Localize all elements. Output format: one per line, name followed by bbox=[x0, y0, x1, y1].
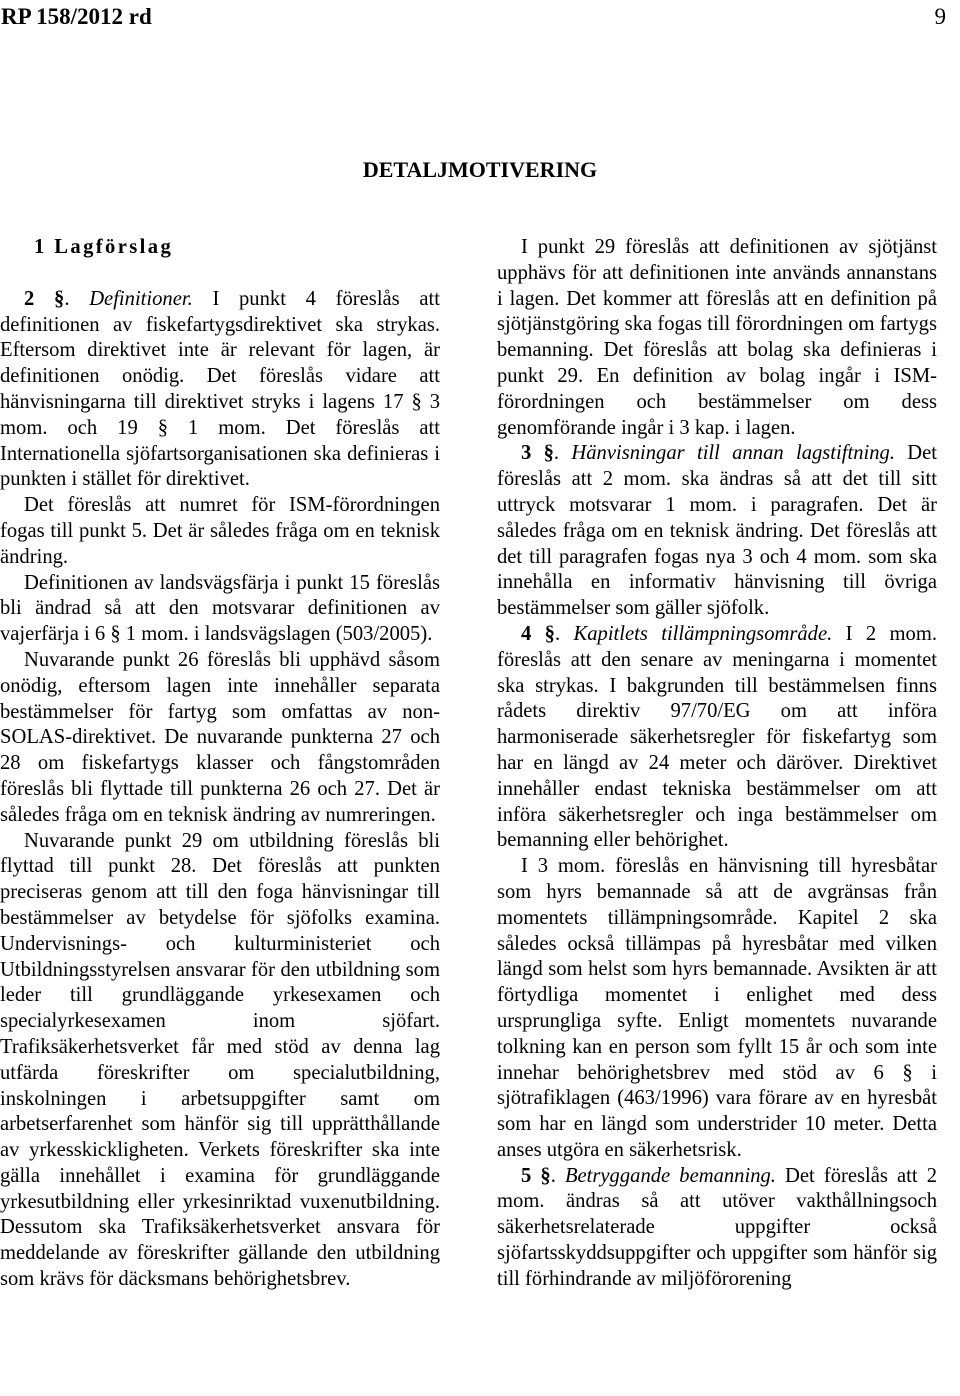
section-sign: § bbox=[543, 442, 554, 465]
section-title-definitioner: Definitioner. bbox=[89, 287, 193, 310]
paragraph-3-hanvisningar: 3 §. Hänvisningar till annan lagstiftning. Det föreslås att 2 mom. ska ändras så att det till sitt uttryck motsvarar 1 mom. i paragrafen. Det är således fråga om en teknisk ändring. Det föreslås att det till paragrafen fogas nya 3 och 4 mom. som ska innehålla en informativ hänvisning till övriga bestämmelser som gäller sjöfolk. bbox=[497, 442, 938, 620]
paragraph-text: Det föreslås att 2 mom. ändras så att utöver vakthållningsoch säkerhetsrelaterade uppgifter också sjöfartsskyddsuppgifter och uppgifter som hänför sig till förhindrande av miljöförorening bbox=[497, 1164, 937, 1290]
paragraph-punkt-15: Definitionen av landsvägsfärja i punkt 15 föreslås bli ändrad så att den motsvarar definitionen av vajerfärja i 6 § 1 mom. i landsvägslagen (503/2005). bbox=[0, 571, 440, 646]
section-sign: § bbox=[540, 1164, 551, 1187]
section-title-hanvisningar: Hänvisningar till annan lagstiftning. bbox=[571, 442, 895, 465]
paragraph-2-definitioner: 2 §. Definitioner. I punkt 4 föreslås att definitionen av fiskefartygsdirektivet ska strykas. Eftersom direktivet inte är relevant för lagen, är definitionen onödig. Det föreslås vidare att hänvisningarna till direktivet stryks i lagens 17 § 3 mom. och 19 § 1 mom. Det föreslås att Internationella sjöfartsorganisationen ska definieras i punkten i stället för direktivet. bbox=[0, 287, 440, 491]
paragraph-5-bemanning: 5 §. Betryggande bemanning. Det föreslås att 2 mom. ändras så att utöver vakthållningsoch säkerhetsrelaterade uppgifter också sjöfartsskyddsuppgifter och uppgifter som hänför sig till förhindrande av miljöförorening bbox=[497, 1164, 937, 1290]
paragraph-ism: Det föreslås att numret för ISM-förordningen fogas till punkt 5. Det är således fråga om en teknisk ändring. bbox=[0, 494, 440, 568]
left-column bbox=[0, 235, 440, 1293]
page-header bbox=[0, 4, 960, 34]
paragraph-text: I 2 mom. föreslås att den senare av meningarna i momentet ska strykas. I bakgrunden till bestämmelsen finns rådets direktiv 97/70/EG om att införa harmoniserade säkerhetsregler för fiskefartyg som har en längd av 24 meter och däröver. Direktivet innehåller endast tekniska bestämmelser om att införa säkerhetsregler och inga bestämmelser om bemanning eller behörighet. bbox=[497, 622, 938, 852]
document-reference: RP 158/2012 rd bbox=[1, 4, 152, 29]
paragraph-text: I punkt 4 föreslås att definitionen av fiskefartygsdirektivet ska strykas. Eftersom direktivet inte är relevant för lagen, är definitionen onödig. Det föreslås vidare att hänvisningarna till direktivet stryks i lagens 17 § 3 mom. och 19 § 1 mom. Det föreslås att Internationella sjöfartsorganisationen ska definieras i punkten i stället för direktivet. bbox=[0, 287, 440, 491]
paragraph-punkt-29-continued: I punkt 29 föreslås att definitionen av sjötjänst upphävs för att definitionen inte används annanstans i lagen. Det kommer att föreslås att en definition på sjötjänstgöring ska fogas till förordningen om fartygs bemanning. Det föreslås att bolag ska definieras i punkt 29. En definition av bolag ingår i ISM-förordningen och bestämmelser om dess genomförande ingår i 3 kap. i lagen. bbox=[497, 236, 937, 439]
subheading-lagforslag: 1 Lagförslag bbox=[34, 236, 174, 258]
section-number: 4 bbox=[521, 622, 532, 645]
paragraph-text: Det föreslås att 2 mom. ska ändras så att det till sitt uttryck motsvarar 1 mom. i paragrafen. Det är således fråga om en teknisk ändring. Det föreslås att det till paragrafen fogas nya 3 och 4 mom. som ska innehålla en informativ hänvisning till övriga bestämmelser som gäller sjöfolk. bbox=[497, 442, 938, 620]
paragraph-4-tillampningsomrade: 4 §. Kapitlets tillämpningsområde. I 2 mom. föreslås att den senare av meningarna i momentet ska strykas. I bakgrunden till bestämmelsen finns rådets direktiv 97/70/EG om att införa harmoniserade säkerhetsregler för fiskefartyg som har en längd av 24 meter och däröver. Direktivet innehåller endast tekniska bestämmelser om att införa säkerhetsregler och inga bestämmelser om bemanning eller behörighet. bbox=[497, 622, 938, 852]
paragraph-punkt-26: Nuvarande punkt 26 föreslås bli upphävd såsom onödig, eftersom lagen inte innehåller separata bestämmelser för fartyg som omfattas av non-SOLAS-direktivet. De nuvarande punkterna 27 och 28 om fiskefartygs klasser och fångstområden föreslås bli flyttade till punkterna 26 och 27. Det är således fråga om en teknisk ändring av numreringen. bbox=[0, 648, 440, 826]
section-number: 2 bbox=[24, 287, 35, 310]
page-number: 9 bbox=[934, 4, 946, 29]
section-number: 3 bbox=[521, 442, 532, 465]
paragraph-punkt-29: Nuvarande punkt 29 om utbildning föreslås bli flyttad till punkt 28. Det föreslås att punkten preciseras genom att till den foga hänvisningar till bestämmelser av betydelse för sjöfolks examina. Undervisnings- och kulturministeriet och Utbildningsstyrelsen ansvarar för den utbildning som leder till grundläggande yrkesexamen och specialyrkesexamen inom sjöfart. Trafiksäkerhetsverket får med stöd av denna lag utfärda föreskrifter om specialutbildning, inskolningen i arbetsuppgifter samt om arbetserfarenhet som hänför sig till upprätthållande av yrkesskickligheten. Verkets föreskrifter ska inte gälla innehållet i examina för grundläggande yrkesutbildning eller yrkesinriktad vuxenutbildning. Dessutom ska Trafiksäkerhetsverket ansvara för meddelande av föreskrifter gällande den utbildning som krävs för däcksmans behörighetsbrev. bbox=[0, 829, 440, 1291]
right-column bbox=[497, 235, 937, 1293]
section-sign: § bbox=[54, 287, 65, 310]
paragraph-3-mom: I 3 mom. föreslås en hänvisning till hyresbåtar som hyrs bemannade så att de avgränsas från momentets tillämpningsområde. Kapitel 2 ska således också tillämpas på hyresbåtar med vilken längd som helst som hyrs bemannade. Avsikten är att förtydliga momentet i enlighet med dess ursprungliga syfte. Enligt momentets nuvarande tolkning kan en person som fyllt 15 år och som inte innehar behörighetsbrev med stöd av 6 § i sjötrafiklagen (463/1996) vara förare av en hyresbåt som har en längd som understrider 10 meter. Detta anses utgöra en säkerhetsrisk. bbox=[497, 855, 937, 1161]
section-sign: § bbox=[544, 622, 555, 645]
section-title-tillampningsomrade: Kapitlets tillämpningsområde. bbox=[573, 622, 833, 645]
section-title: DETALJMOTIVERING bbox=[362, 157, 598, 182]
section-number: 5 bbox=[521, 1164, 532, 1187]
section-title-bemanning: Betryggande bemanning. bbox=[564, 1164, 776, 1187]
